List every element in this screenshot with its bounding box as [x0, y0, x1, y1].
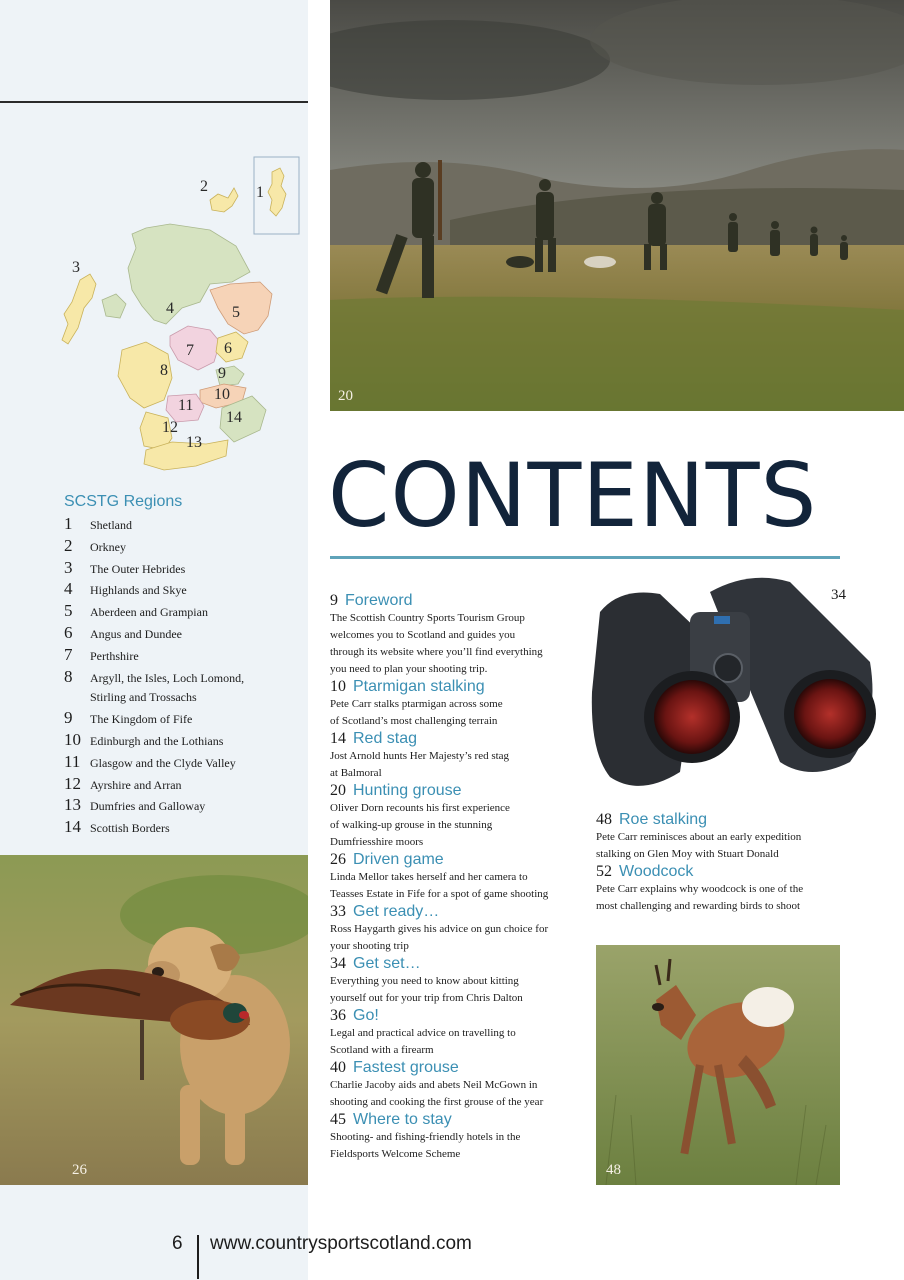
region-name: Highlands and Skye — [90, 583, 187, 598]
entry-heading — [596, 863, 846, 881]
region-name: Glasgow and the Clyde Valley — [90, 755, 236, 770]
region-name: Perthshire — [90, 648, 139, 663]
contents-entry[interactable] — [330, 1007, 580, 1059]
entry-description — [330, 696, 580, 730]
roe-deer-photo — [596, 945, 840, 1185]
map-label: 14 — [226, 409, 242, 426]
entry-heading — [330, 903, 580, 921]
map-label: 1 — [256, 184, 264, 201]
entry-description-line: Everything you need to know about kitting — [330, 975, 519, 987]
region-item — [64, 558, 304, 580]
top-rule — [0, 101, 308, 103]
photo-page-number: 20 — [338, 388, 353, 404]
entry-description — [330, 610, 580, 678]
region-name: Edinburgh and the Lothians — [90, 733, 224, 748]
entry-description-line: welcomes you to Scotland and guides you — [330, 629, 516, 641]
entry-heading — [330, 955, 580, 973]
map-label: 11 — [178, 397, 194, 414]
entry-description-line: your shooting trip — [330, 940, 409, 952]
entry-page-number: 34 — [330, 955, 346, 972]
entry-description — [330, 748, 580, 782]
entry-description-line: Legal and practical advice on travelling to — [330, 1027, 516, 1039]
contents-entry[interactable] — [330, 1059, 580, 1111]
region-name: Angus and Dundee — [90, 626, 182, 641]
contents-entry[interactable] — [330, 730, 580, 782]
entry-heading — [330, 851, 580, 869]
contents-entry[interactable] — [330, 955, 580, 1007]
region-name: Ayrshire and Arran — [90, 777, 182, 792]
entry-description-line: shooting and cooking the first grouse of the year — [330, 1096, 544, 1108]
entry-title[interactable]: Hunting grouse — [353, 782, 462, 799]
region-number: 14 — [64, 817, 81, 837]
website-url[interactable]: www.countrysportscotland.com — [210, 1233, 472, 1254]
region-number: 7 — [64, 644, 73, 664]
region-number: 6 — [64, 622, 73, 642]
entry-heading — [330, 730, 580, 748]
map-label: 3 — [72, 259, 80, 276]
entry-description-line: The Scottish Country Sports Tourism Group — [330, 612, 525, 624]
entry-page-number: 48 — [596, 811, 612, 828]
map-label: 2 — [200, 178, 208, 195]
labrador-pheasant-photo — [0, 855, 308, 1185]
region-item — [64, 752, 304, 774]
entry-page-number: 10 — [330, 678, 346, 695]
region-item — [64, 817, 304, 839]
entry-description-line: stalking on Glen Moy with Stuart Donald — [596, 848, 779, 860]
entry-heading — [330, 592, 580, 610]
entry-title[interactable]: Foreword — [345, 592, 413, 609]
region-item — [64, 536, 304, 558]
map-label: 12 — [162, 419, 178, 436]
region-item — [64, 730, 304, 752]
entry-description-line: Linda Mellor takes herself and her camera to — [330, 871, 528, 883]
entry-description-line: of Scotland’s most challenging terrain — [330, 715, 498, 727]
entry-description — [596, 829, 846, 863]
region-item — [64, 601, 304, 623]
entry-description — [330, 869, 580, 903]
entry-description-line: of walking-up grouse in the stunning — [330, 819, 493, 831]
map-label: 9 — [218, 365, 226, 382]
entry-description-line: Jost Arnold hunts Her Majesty’s red stag — [330, 750, 510, 762]
map-label: 5 — [232, 304, 240, 321]
contents-entry[interactable] — [596, 863, 846, 915]
entry-description-line: Pete Carr explains why woodcock is one of the — [596, 883, 804, 895]
map-label: 8 — [160, 362, 168, 379]
contents-entry[interactable] — [330, 592, 580, 678]
entry-description — [330, 1025, 580, 1059]
photo-page-number: 48 — [606, 1162, 621, 1178]
contents-column-right — [596, 811, 846, 915]
title-underline — [330, 556, 840, 559]
region-item — [64, 579, 304, 601]
region-number: 8 — [64, 666, 73, 686]
region-number: 3 — [64, 557, 73, 577]
entry-description — [330, 921, 580, 955]
entry-description-line: Teasses Estate in Fife for a spot of game shooting — [330, 888, 549, 900]
entry-description — [596, 881, 846, 915]
entry-title[interactable]: Roe stalking — [619, 811, 708, 828]
entry-title[interactable]: Driven game — [353, 851, 444, 868]
entry-heading — [330, 1059, 580, 1077]
entry-heading — [330, 782, 580, 800]
entry-description-line: Dumfriesshire moors — [330, 836, 424, 848]
entry-heading — [330, 1007, 580, 1025]
region-number: 1 — [64, 514, 73, 533]
map-label: 13 — [186, 434, 202, 451]
entry-description — [330, 1129, 580, 1163]
contents-title: CONTENTS — [328, 444, 818, 547]
entry-page-number: 52 — [596, 863, 612, 880]
entry-page-number: 45 — [330, 1111, 346, 1128]
entry-page-number: 14 — [330, 730, 346, 747]
region-item — [64, 795, 304, 817]
region-item — [64, 623, 304, 645]
entry-heading — [330, 1111, 580, 1129]
regions-heading: SCSTG Regions — [64, 493, 183, 510]
contents-entry[interactable] — [330, 782, 580, 851]
entry-title[interactable]: Where to stay — [353, 1111, 452, 1128]
entry-description-line: at Balmoral — [330, 767, 382, 779]
region-number: 2 — [64, 535, 73, 555]
entry-description-line: Fieldsports Welcome Scheme — [330, 1148, 461, 1160]
entry-description-line: Pete Carr reminisces about an early expedition — [596, 831, 802, 843]
entry-title[interactable]: Red stag — [353, 730, 418, 747]
region-name: Shetland — [90, 518, 132, 532]
entry-description-line: you need to plan your shooting trip. — [330, 663, 488, 675]
region-number: 13 — [64, 795, 81, 815]
entry-description — [330, 800, 580, 851]
entry-description-line: Shooting- and fishing-friendly hotels in the — [330, 1131, 521, 1143]
map-label: 7 — [186, 342, 194, 359]
region-number: 9 — [64, 708, 73, 728]
entry-description-line: Oliver Dorn recounts his first experience — [330, 802, 510, 814]
entry-description — [330, 973, 580, 1007]
region-number: 10 — [64, 729, 81, 749]
map-label: 6 — [224, 340, 232, 357]
entry-description-line: Scotland with a firearm — [330, 1044, 434, 1056]
region-item — [64, 667, 304, 689]
binoculars-photo — [580, 572, 880, 800]
map-label: 4 — [166, 300, 174, 317]
contents-entry[interactable] — [330, 851, 580, 903]
region-number: 12 — [64, 773, 81, 793]
region-number: 5 — [64, 601, 73, 621]
region-item — [64, 688, 304, 708]
entry-description-line: Ross Haygarth gives his advice on gun choice for — [330, 923, 549, 935]
entry-description-line: yourself out for your trip from Chris Dalton — [330, 992, 523, 1004]
footer-divider — [197, 1235, 199, 1279]
region-name: Orkney — [90, 539, 126, 554]
region-name: Scottish Borders — [90, 821, 170, 836]
photo-page-number: 34 — [831, 587, 846, 603]
entry-title[interactable]: Get set… — [353, 955, 421, 972]
entry-page-number: 33 — [330, 903, 346, 920]
entry-description — [330, 1077, 580, 1111]
contents-entry[interactable] — [596, 811, 846, 863]
entry-page-number: 9 — [330, 592, 338, 609]
grouse-shooters-moorland-photo — [330, 0, 904, 411]
entry-title[interactable]: Get ready… — [353, 903, 440, 920]
contents-column-left — [330, 592, 580, 1163]
region-item — [64, 708, 304, 730]
entry-page-number: 20 — [330, 782, 346, 799]
region-name: Dumfries and Galloway — [90, 799, 206, 814]
entry-description-line: Charlie Jacoby aids and abets Neil McGown in — [330, 1079, 538, 1091]
scotland-regions-map-icon — [50, 150, 302, 480]
entry-title[interactable]: Go! — [353, 1007, 379, 1024]
contents-entry[interactable] — [330, 1111, 580, 1163]
contents-entry[interactable] — [330, 903, 580, 955]
region-number: 11 — [64, 751, 81, 771]
region-number: 4 — [64, 579, 73, 599]
entry-page-number: 36 — [330, 1007, 346, 1024]
region-name: The Outer Hebrides — [90, 561, 186, 576]
entry-page-number: 40 — [330, 1059, 346, 1076]
entry-title[interactable]: Ptarmigan stalking — [353, 678, 485, 695]
region-name: Stirling and Trossachs — [90, 690, 197, 705]
regions-list — [64, 514, 304, 839]
region-name: The Kingdom of Fife — [90, 712, 193, 727]
contents-entry[interactable] — [330, 678, 580, 730]
photo-page-number: 26 — [72, 1162, 87, 1178]
entry-page-number: 26 — [330, 851, 346, 868]
region-name: Aberdeen and Grampian — [90, 605, 208, 620]
entry-heading — [596, 811, 846, 829]
region-name: Argyll, the Isles, Loch Lomond, — [90, 670, 245, 685]
entry-description-line: most challenging and rewarding birds to shoot — [596, 900, 801, 912]
region-item — [64, 645, 304, 667]
page-number: 6 — [172, 1233, 183, 1254]
region-item — [64, 514, 304, 536]
entry-title[interactable]: Fastest grouse — [353, 1059, 459, 1076]
entry-title[interactable]: Woodcock — [619, 863, 694, 880]
entry-description-line: Pete Carr stalks ptarmigan across some — [330, 698, 503, 710]
entry-heading — [330, 678, 580, 696]
map-label: 10 — [214, 386, 230, 403]
entry-description-line: through its website where you’ll find everything — [330, 646, 543, 658]
region-item — [64, 774, 304, 796]
